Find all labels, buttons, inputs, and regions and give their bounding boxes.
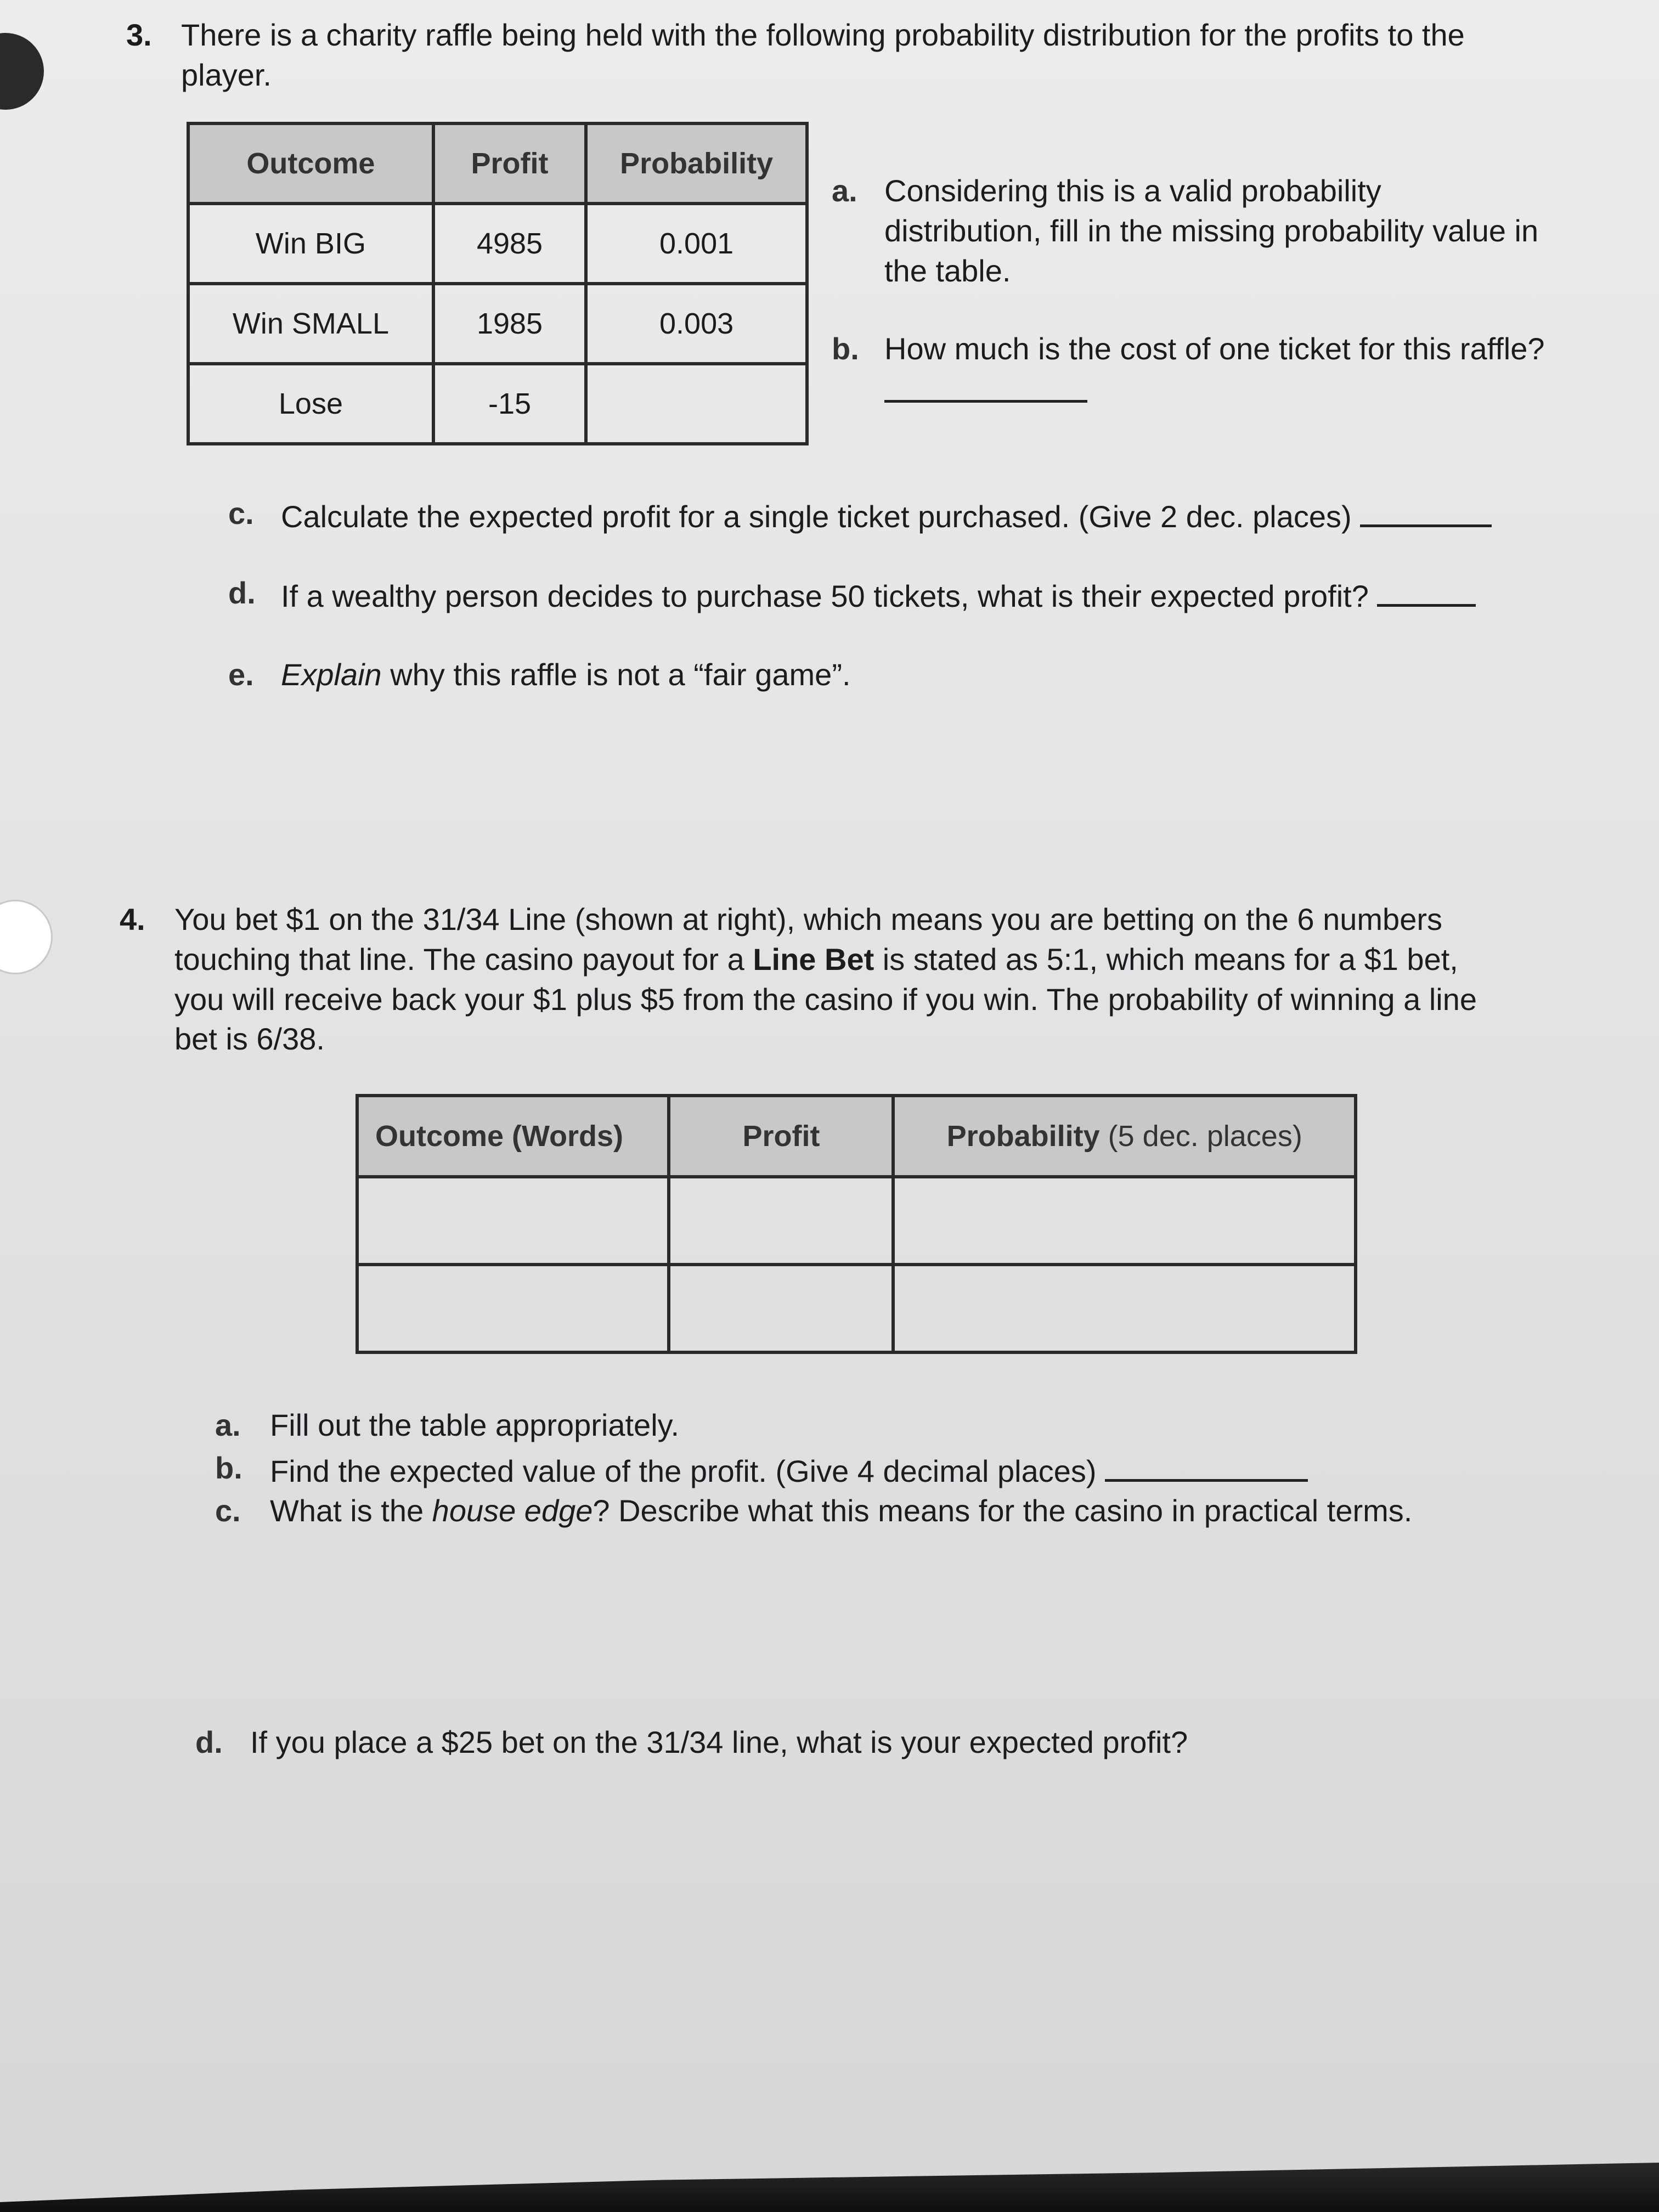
table-row (357, 1177, 1356, 1265)
header-profit: Profit (433, 123, 586, 204)
part-text: If a wealthy person decides to purchase 50 tickets, what is their expected profit? (281, 579, 1369, 613)
cell-probability (893, 1265, 1356, 1352)
q4-part-a (215, 1406, 1532, 1446)
table-row (188, 364, 807, 444)
part-label: c. (215, 1493, 241, 1528)
part-label: e. (228, 657, 254, 692)
cell-profit (669, 1177, 893, 1265)
part-text-italic: Explain (281, 657, 382, 692)
question-4-text: You bet $1 on the 31/34 Line (shown at right), which means you are betting on the 6 numbers touching that line. The casino payout for a (174, 902, 1442, 977)
part-text: ? Describe what this means for the casino in practical terms. (592, 1493, 1413, 1528)
part-text-italic: house edge (432, 1493, 593, 1528)
part-label: d. (195, 1725, 223, 1759)
part-text: Find the expected value of the profit. (Give 4 decimal places) (270, 1454, 1097, 1488)
part-text: Calculate the expected profit for a single ticket purchased. (Give 2 dec. places) (281, 499, 1352, 534)
part-text: If you place a $25 bet on the 31/34 line, what is your expected profit? (250, 1725, 1188, 1759)
question-4 (120, 900, 1491, 1059)
question-4-number: 4. (120, 902, 145, 936)
cell-probability: 0.003 (586, 284, 807, 364)
header-profit: Profit (669, 1096, 893, 1177)
question-4-text-bold: Line Bet (753, 941, 874, 977)
cell-outcome (357, 1177, 669, 1265)
q3-part-d (228, 573, 1545, 617)
answer-blank (884, 369, 1087, 403)
cell-profit: 1985 (433, 284, 586, 364)
header-probability: Probability (5 dec. places) (893, 1096, 1356, 1177)
part-text: Considering this is a valid probability distribution, fill in the missing probability value in the table. (884, 173, 1539, 288)
cell-probability (893, 1177, 1356, 1265)
cell-profit: -15 (433, 364, 586, 444)
binder-hole-top (0, 33, 44, 110)
table-row (188, 204, 807, 284)
question-3 (126, 15, 1476, 95)
part-label: c. (228, 496, 254, 531)
raffle-distribution-table (187, 122, 809, 445)
q4-part-c (215, 1491, 1532, 1531)
table-header-row (357, 1096, 1356, 1177)
part-text: why this raffle is not a “fair game”. (381, 657, 851, 692)
q3-part-e (228, 655, 1545, 695)
cell-profit: 4985 (433, 204, 586, 284)
part-text: How much is the cost of one ticket for this raffle? (884, 331, 1545, 366)
part-label: a. (215, 1408, 241, 1442)
cell-profit (669, 1265, 893, 1352)
question-4-text: is stated as 5:1, which means for a $1 bet, you will receive back your $1 plus $5 from the casino if you win. The probability of winning a line bet is 6/38. (174, 941, 1477, 1057)
q4-part-d (195, 1723, 1512, 1763)
cell-outcome (357, 1265, 669, 1352)
table-row (188, 284, 807, 364)
part-text: Fill out the table appropriately. (270, 1408, 680, 1442)
q3-part-b (832, 329, 1545, 413)
binder-hole-middle (0, 900, 53, 974)
cell-probability-blank (586, 364, 807, 444)
part-text: What is the (270, 1493, 432, 1528)
answer-blank (1377, 573, 1476, 607)
table-row (357, 1265, 1356, 1352)
question-3-text: There is a charity raffle being held with the following probability distribution for the profits to the player. (181, 18, 1465, 92)
page-bottom-shadow (0, 2163, 1659, 2212)
cell-outcome: Win BIG (188, 204, 433, 284)
cell-probability: 0.001 (586, 204, 807, 284)
part-label: b. (215, 1451, 242, 1485)
header-outcome-words: Outcome (Words) (357, 1096, 669, 1177)
part-label: b. (832, 331, 859, 366)
question-3-number: 3. (126, 18, 152, 52)
header-probability: Probability (586, 123, 807, 204)
cell-outcome: Win SMALL (188, 284, 433, 364)
table-header-row (188, 123, 807, 204)
line-bet-table (356, 1094, 1357, 1354)
header-outcome: Outcome (188, 123, 433, 204)
answer-blank (1105, 1448, 1308, 1482)
cell-outcome: Lose (188, 364, 433, 444)
q3-part-c (228, 494, 1545, 537)
part-label: a. (832, 173, 857, 208)
q3-part-a (832, 171, 1545, 291)
q4-part-b (215, 1448, 1532, 1492)
answer-blank (1360, 494, 1492, 527)
part-label: d. (228, 575, 256, 610)
